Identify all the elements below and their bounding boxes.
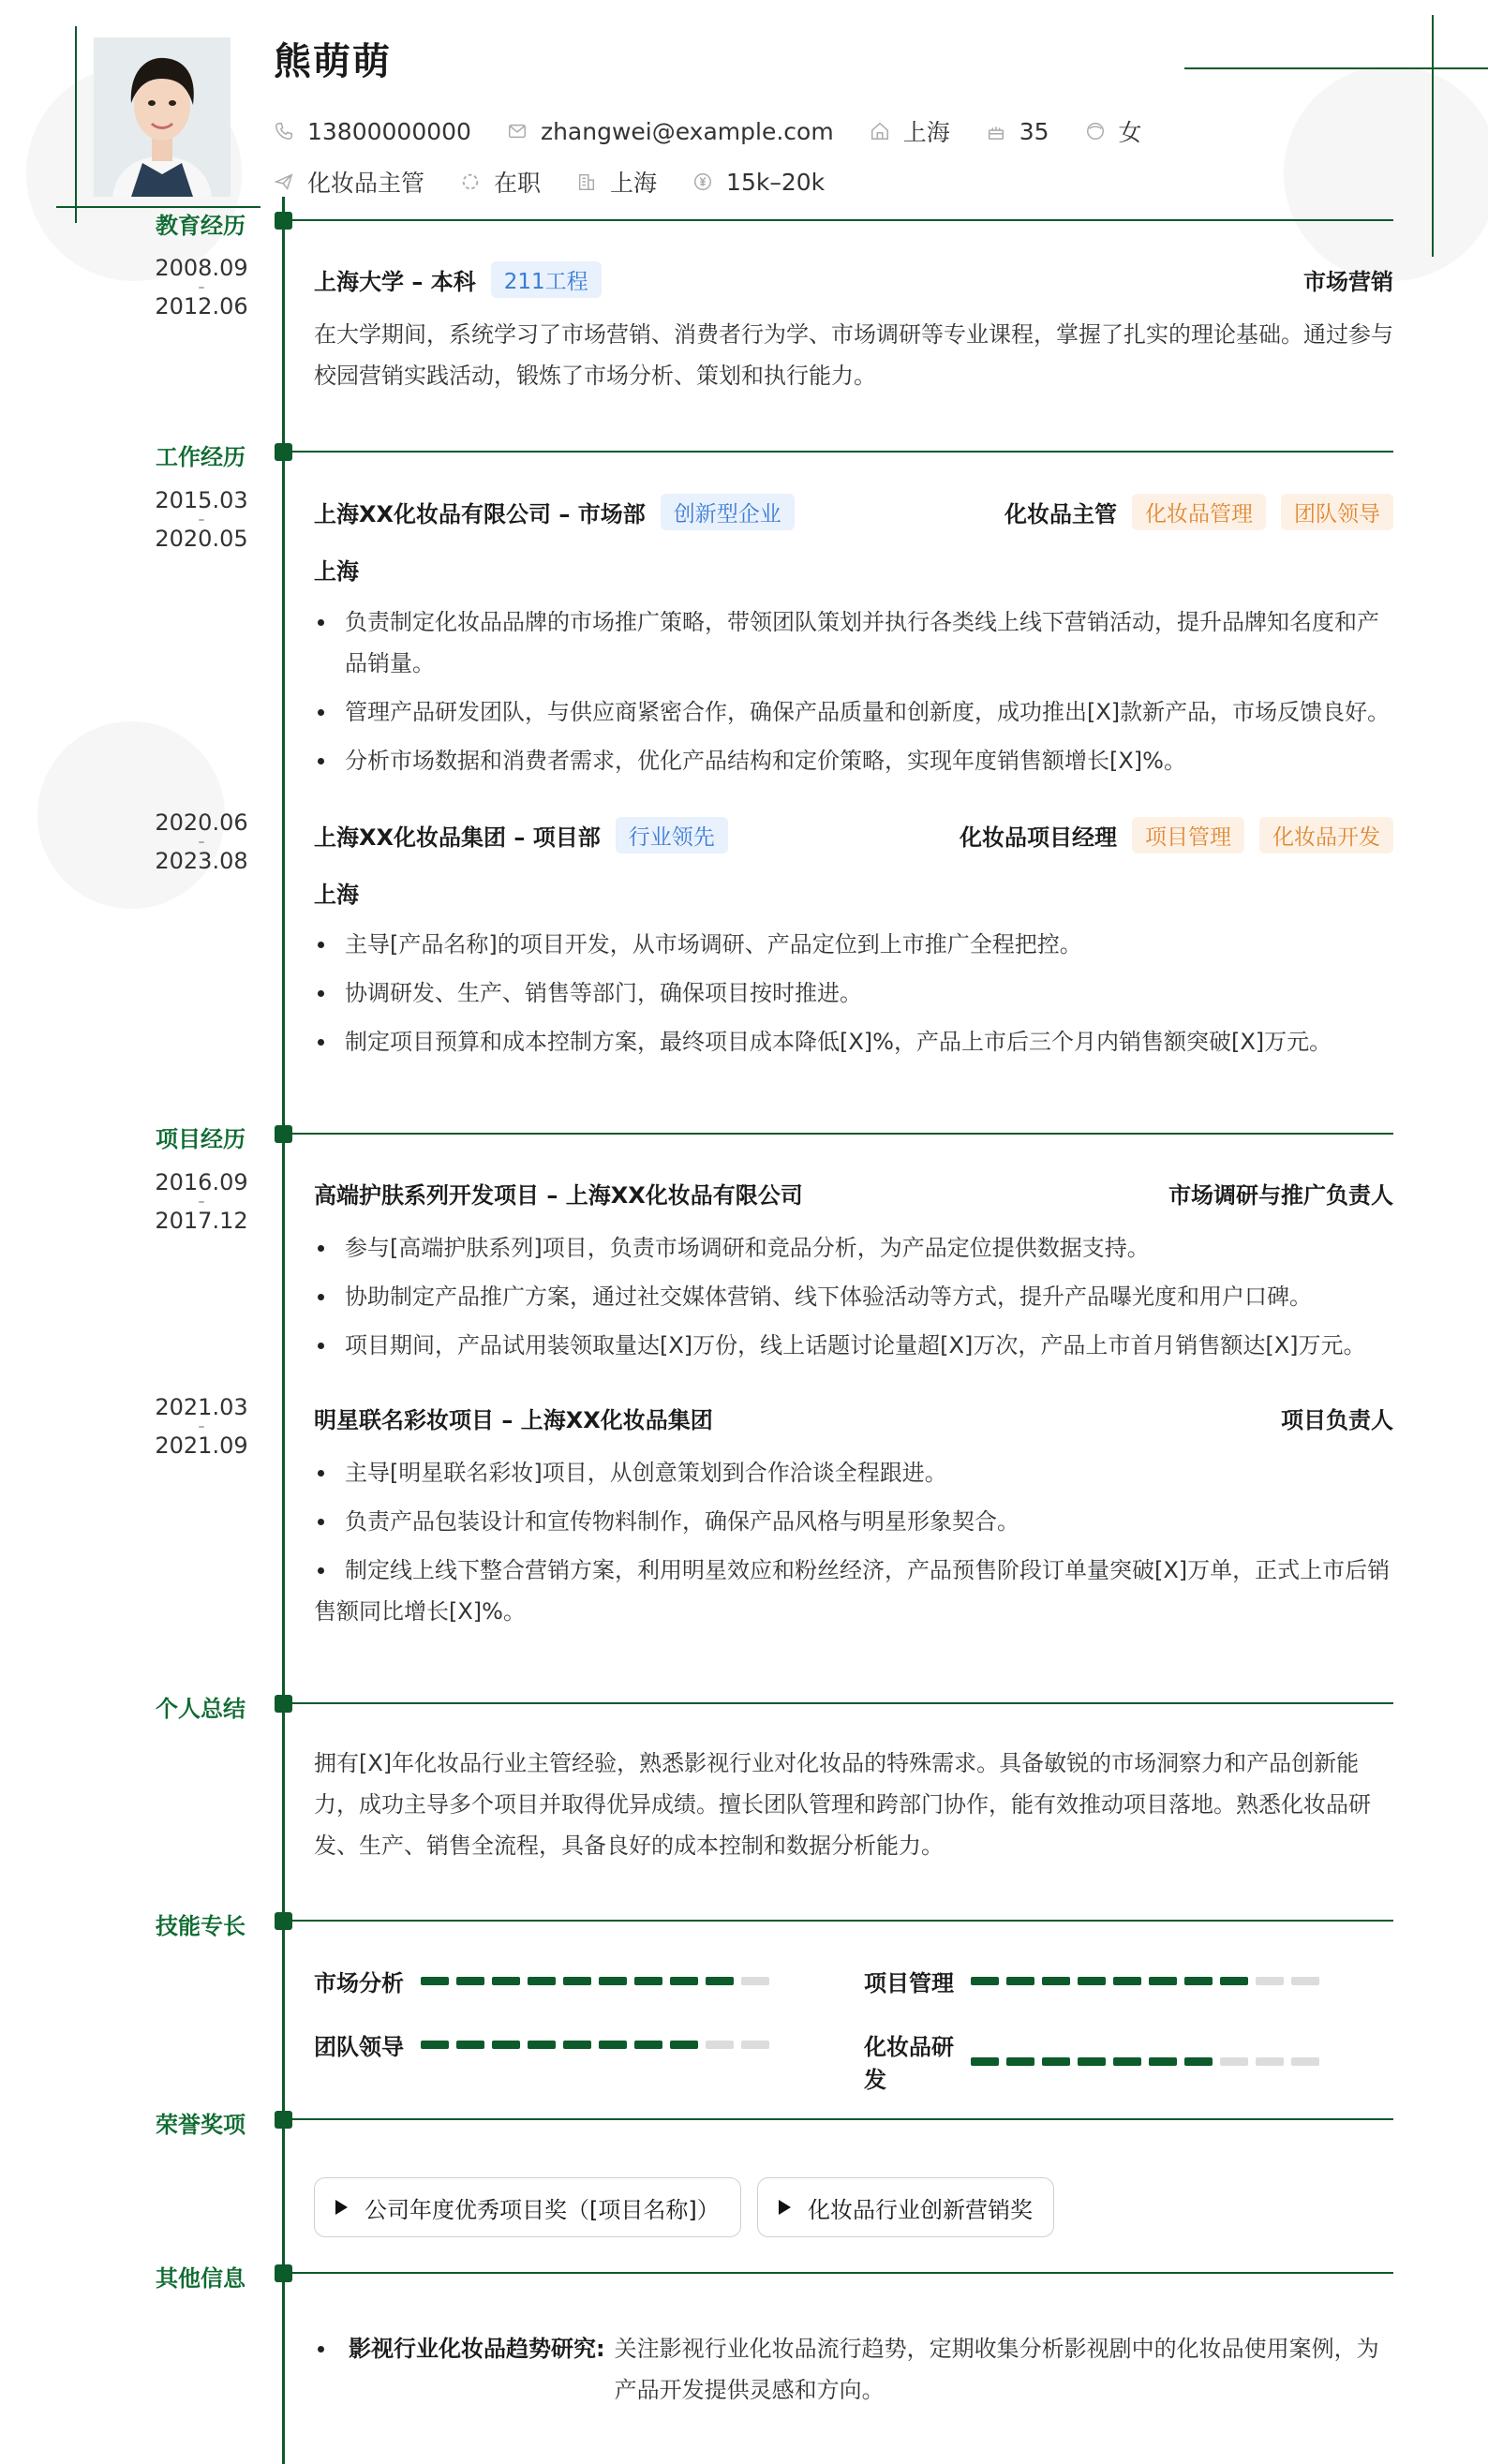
- project-date: [141, 1169, 262, 1235]
- skill-level-segment: [670, 1977, 698, 1985]
- age-item: [986, 118, 1049, 145]
- skill-level-segment: [1113, 1977, 1141, 1985]
- age-text: 35: [1019, 117, 1049, 145]
- list-item: 主导[产品名称]的项目开发，从市场调研、产品定位到上市推广全程把控。: [314, 924, 1393, 965]
- timeline-dot: [275, 2264, 292, 2282]
- skill-level-segment: [1184, 2057, 1213, 2066]
- date-start: 2008.09: [155, 255, 248, 281]
- skill-level-segment: [634, 2041, 662, 2049]
- skill-level-bar: [421, 2041, 769, 2049]
- skill-level-segment: [1184, 1977, 1213, 1985]
- timeline-dot: [275, 212, 292, 230]
- date-end: 2020.05: [155, 526, 248, 553]
- job-role: 化妆品主管: [1004, 501, 1117, 527]
- salary-text: 15k–20k: [726, 168, 826, 196]
- date-separator: –: [198, 834, 205, 850]
- section-divider: [292, 2118, 1393, 2120]
- skill-level-segment: [492, 1977, 520, 1985]
- project-role: 市场调研与推广负责人: [1168, 1182, 1393, 1209]
- decor-circle: [1284, 66, 1488, 281]
- list-item: 参与[高端护肤系列]项目，负责市场调研和竞品分析，为产品定位提供数据支持。: [314, 1227, 1393, 1269]
- accent-line: [1184, 67, 1488, 69]
- bullet-dot: [318, 2346, 324, 2353]
- timeline-dot: [275, 1912, 292, 1930]
- date-separator: –: [198, 1418, 205, 1434]
- skill-level-segment: [706, 1977, 734, 1985]
- phone-item: [274, 118, 471, 145]
- location-text: 上海: [902, 119, 950, 146]
- education-description: 在大学期间，系统学习了市场营销、消费者行为学、市场调研等专业课程，掌握了扎实的理论基础。通过参与校园营销实践活动，锻炼了市场分析、策划和执行能力。: [314, 321, 1393, 389]
- skill-level-segment: [1149, 2057, 1177, 2066]
- education-date: [141, 255, 262, 320]
- skill-level-segment: [599, 1977, 627, 1985]
- city-item: [576, 165, 657, 199]
- section-divider: [292, 1920, 1393, 1922]
- work-header: [314, 817, 1393, 853]
- skill-level-segment: [1149, 1977, 1177, 1985]
- work-bullets: [314, 601, 1393, 789]
- date-separator: –: [198, 512, 205, 527]
- project-bullets: [314, 1452, 1393, 1640]
- skill-level-segment: [670, 2041, 698, 2049]
- work-date: [141, 809, 262, 875]
- phone-text: 13800000000: [307, 117, 471, 145]
- work-date: [141, 487, 262, 553]
- job-intent-row: [274, 165, 860, 199]
- skill-level-segment: [1078, 1977, 1106, 1985]
- skill-item: [314, 1965, 769, 1997]
- date-end: 2017.12: [155, 1208, 248, 1235]
- major: 市场营销: [1303, 269, 1393, 295]
- list-item: 负责产品包装设计和宣传物料制作，确保产品风格与明星形象契合。: [314, 1501, 1393, 1542]
- list-item: 制定线上线下整合营销方案，利用明星效应和粉丝经济，产品预售阶段订单量突破[X]万单，正式上市后销售额同比增长[X]%。: [314, 1550, 1393, 1632]
- summary-text: 拥有[X]年化妆品行业主管经验，熟悉影视行业对化妆品的特殊需求。具备敏锐的市场洞察力和产品创新能力，成功主导多个项目并取得优异成绩。擅长团队管理和跨部门协作，能有效推动项目落地。熟悉化妆品研发、生产、销售全流程，具备良好的成本控制和数据分析能力。: [314, 1750, 1371, 1859]
- company-name: 上海XX化妆品集团 – 项目部: [314, 824, 601, 851]
- mail-icon: [507, 121, 528, 141]
- company-name: 上海XX化妆品有限公司 – 市场部: [314, 501, 646, 527]
- company-tag: 行业领先: [616, 817, 728, 853]
- education-header: [314, 261, 1393, 298]
- skill-level-segment: [1220, 1977, 1248, 1985]
- honor-text: 公司年度优秀项目奖（[项目名称]）: [365, 2196, 720, 2223]
- date-end: 2021.09: [155, 1432, 248, 1460]
- skill-level-segment: [1042, 2057, 1070, 2066]
- date-separator: –: [198, 279, 205, 295]
- section-title-projects: 项目经历: [156, 1126, 246, 1152]
- position-item: [274, 165, 424, 199]
- age-icon: [986, 121, 1006, 141]
- skill-level-segment: [741, 1977, 769, 1985]
- honor-badge: [314, 2177, 741, 2237]
- date-end: 2012.06: [155, 293, 248, 320]
- gender-icon: [1085, 121, 1106, 141]
- skill-level-segment: [1006, 2057, 1034, 2066]
- date-start: 2015.03: [155, 487, 248, 513]
- role-tag: 团队领导: [1281, 494, 1393, 530]
- skill-name: 项目管理: [864, 1970, 954, 1996]
- section-title-skills: 技能专长: [156, 1913, 246, 1939]
- location-item: [870, 114, 950, 148]
- skill-name: 市场分析: [314, 1970, 404, 1996]
- skill-name: 化妆品研发: [864, 2034, 954, 2093]
- other-info-key: 影视行业化妆品趋势研究:: [349, 2336, 605, 2362]
- section-title-other: 其他信息: [156, 2265, 246, 2292]
- job-role: 化妆品项目经理: [960, 824, 1117, 851]
- status-item: [460, 165, 541, 199]
- avatar-illustration: [94, 37, 231, 197]
- city-text: 上海: [610, 170, 658, 197]
- skill-name: 团队领导: [314, 2034, 404, 2060]
- accent-line: [75, 26, 77, 223]
- list-item: 负责制定化妆品品牌的市场推广策略，带领团队策划并执行各类线上线下营销活动，提升品牌知名度和产品销量。: [314, 601, 1393, 684]
- skill-level-segment: [421, 2041, 449, 2049]
- date-start: 2020.06: [155, 809, 248, 836]
- project-date: [141, 1394, 262, 1460]
- avatar: [94, 37, 231, 197]
- home-icon: [870, 121, 890, 141]
- email-text: zhangwei@example.com: [540, 117, 834, 145]
- project-bullets: [314, 1227, 1393, 1373]
- date-end: 2023.08: [155, 848, 248, 875]
- section-divider: [292, 451, 1393, 453]
- list-item: 项目期间，产品试用装领取量达[X]万份，线上话题讨论量超[X]万次，产品上市首月销售额达[X]万元。: [314, 1325, 1393, 1366]
- other-info-value: 关注影视行业化妆品流行趋势，定期收集分析影视剧中的化妆品使用案例，为产品开发提供灵感和方向。: [614, 2336, 1379, 2403]
- work-header: [314, 494, 1393, 530]
- timeline-dot: [275, 2111, 292, 2129]
- skill-level-segment: [1256, 1977, 1284, 1985]
- email-item: [507, 118, 834, 145]
- salary-icon: [692, 171, 713, 192]
- section-title-work: 工作经历: [156, 444, 246, 470]
- skill-level-segment: [563, 1977, 591, 1985]
- skill-level-segment: [492, 2041, 520, 2049]
- list-item: 协调研发、生产、销售等部门，确保项目按时推进。: [314, 972, 1393, 1014]
- date-start: 2016.09: [155, 1169, 248, 1195]
- skill-level-bar: [421, 1977, 769, 1985]
- timeline-dot: [275, 443, 292, 461]
- project-role: 项目负责人: [1281, 1407, 1393, 1433]
- skill-level-segment: [1113, 2057, 1141, 2066]
- project-header: [314, 1402, 1393, 1434]
- work-bullets: [314, 924, 1393, 1070]
- skill-level-bar: [971, 1977, 1319, 1985]
- gender-item: [1085, 114, 1142, 148]
- honor-text: 化妆品行业创新营销奖: [808, 2196, 1033, 2223]
- skill-level-segment: [1042, 1977, 1070, 1985]
- skill-level-bar: [971, 2057, 1319, 2066]
- skill-level-segment: [741, 2041, 769, 2049]
- section-divider: [292, 1133, 1393, 1135]
- company-tag: 创新型企业: [661, 494, 795, 530]
- work-city: 上海: [314, 558, 359, 585]
- list-item: 主导[明星联名彩妆]项目，从创意策划到合作洽谈全程跟进。: [314, 1452, 1393, 1493]
- triangle-icon: [335, 2200, 348, 2215]
- skill-level-segment: [971, 2057, 999, 2066]
- skill-item: [314, 2028, 769, 2061]
- status-text: 在职: [494, 170, 542, 197]
- section-divider: [292, 2272, 1393, 2274]
- list-item: 管理产品研发团队，与供应商紧密合作，确保产品质量和创新度，成功推出[X]款新产品，市场反馈良好。: [314, 691, 1393, 733]
- skill-level-segment: [1291, 1977, 1319, 1985]
- contact-row: [274, 114, 1178, 148]
- skill-level-segment: [599, 2041, 627, 2049]
- timeline-dot: [275, 1695, 292, 1713]
- skill-item: [864, 1965, 1319, 1997]
- section-title-summary: 个人总结: [156, 1696, 246, 1722]
- skill-level-segment: [706, 2041, 734, 2049]
- send-icon: [274, 171, 294, 192]
- triangle-icon: [779, 2200, 791, 2215]
- candidate-name: 熊萌萌: [274, 40, 392, 83]
- skill-level-segment: [1078, 2057, 1106, 2066]
- timeline-dot: [275, 1125, 292, 1143]
- list-item: 协助制定产品推广方案，通过社交媒体营销、线下体验活动等方式，提升产品曝光度和用户口碑。: [314, 1276, 1393, 1317]
- skill-level-segment: [456, 2041, 484, 2049]
- phone-icon: [274, 121, 294, 141]
- list-item: 分析市场数据和消费者需求，优化产品结构和定价策略，实现年度销售额增长[X]%。: [314, 740, 1393, 781]
- skill-item: [864, 2028, 1319, 2094]
- skill-level-segment: [456, 1977, 484, 1985]
- honor-badge: [757, 2177, 1054, 2237]
- other-info-item: [314, 2328, 1393, 2411]
- building-icon: [576, 171, 597, 192]
- work-city: 上海: [314, 882, 359, 908]
- salary-item: [692, 169, 825, 196]
- skill-level-segment: [634, 1977, 662, 1985]
- role-tag: 项目管理: [1132, 817, 1244, 853]
- skill-level-segment: [1256, 2057, 1284, 2066]
- accent-line: [1432, 15, 1434, 257]
- skill-level-segment: [971, 1977, 999, 1985]
- project-title: 明星联名彩妆项目 – 上海XX化妆品集团: [314, 1407, 713, 1433]
- school-name: 上海大学 – 本科: [314, 269, 476, 295]
- skill-level-segment: [528, 1977, 556, 1985]
- position-text: 化妆品主管: [307, 170, 425, 197]
- skill-level-segment: [1006, 1977, 1034, 1985]
- skill-level-segment: [563, 2041, 591, 2049]
- skill-level-segment: [1220, 2057, 1248, 2066]
- section-title-education: 教育经历: [156, 213, 246, 239]
- skill-level-segment: [1291, 2057, 1319, 2066]
- skill-level-segment: [421, 1977, 449, 1985]
- section-divider: [292, 219, 1393, 221]
- role-tag: 化妆品管理: [1132, 494, 1266, 530]
- role-tag: 化妆品开发: [1259, 817, 1393, 853]
- gender-text: 女: [1118, 119, 1142, 146]
- list-item: 制定项目预算和成本控制方案，最终项目成本降低[X]%，产品上市后三个月内销售额突破[X]万元。: [314, 1021, 1393, 1062]
- status-icon: [460, 171, 481, 192]
- project-header: [314, 1177, 1393, 1210]
- section-divider: [292, 1702, 1393, 1704]
- section-title-honors: 荣誉奖项: [156, 2112, 246, 2138]
- project-title: 高端护肤系列开发项目 – 上海XX化妆品有限公司: [314, 1182, 803, 1209]
- skill-level-segment: [528, 2041, 556, 2049]
- date-separator: –: [198, 1194, 205, 1210]
- date-start: 2021.03: [155, 1394, 248, 1420]
- school-tag: 211工程: [491, 261, 602, 298]
